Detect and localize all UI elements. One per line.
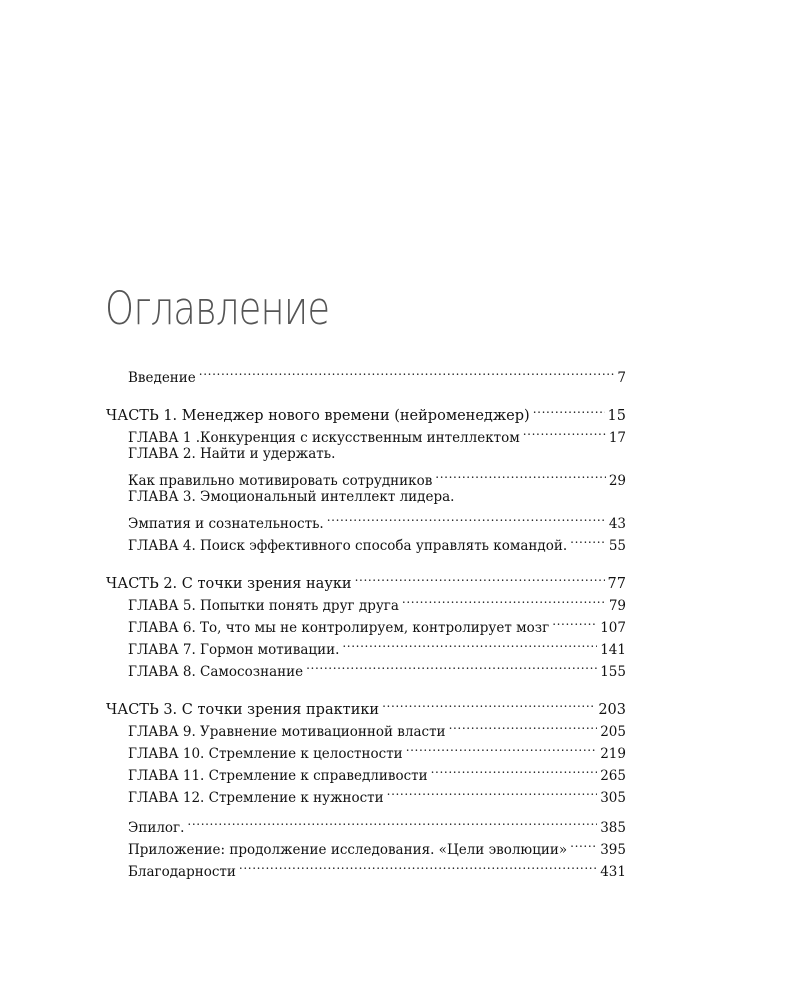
chapter-label: ГЛАВА 4. Поиск эффективного способа управлять командой. <box>128 538 568 554</box>
toc-title: Оглавление <box>105 282 330 335</box>
entry-label: Благодарности <box>128 864 236 880</box>
dot-leader <box>533 398 605 420</box>
part-label: ЧАСТЬ 3. С точки зрения практики <box>106 702 380 718</box>
chapter-page-number: 17 <box>608 430 626 446</box>
dot-leader <box>327 506 606 528</box>
dot-leader <box>406 736 598 758</box>
entry-label: Введение <box>128 370 196 386</box>
chapter-page-number: 29 <box>608 473 626 489</box>
dot-leader <box>342 632 597 654</box>
dot-leader <box>187 810 597 832</box>
dot-leader <box>199 360 615 382</box>
chapter-page-number: 79 <box>608 598 626 614</box>
part-label: ЧАСТЬ 1. Менеджер нового времени (нейроменеджер) <box>106 408 530 424</box>
chapter-label: Эмпатия и сознательность. <box>128 516 324 532</box>
chapter-label: Как правильно мотивировать сотрудников <box>128 473 433 489</box>
toc-entry-intro[interactable] <box>106 360 626 386</box>
dot-leader <box>552 610 597 632</box>
entry-page-number: 395 <box>600 842 626 858</box>
toc-chapter-3[interactable] <box>106 506 626 532</box>
toc-entry-epilogue[interactable] <box>106 810 626 836</box>
chapter-label-line1: ГЛАВА 2. Найти и удержать. <box>128 446 336 462</box>
dot-leader <box>523 420 606 442</box>
chapter-page-number: 107 <box>600 620 626 636</box>
dot-leader <box>431 758 598 780</box>
dot-leader <box>435 463 606 485</box>
part-page-number: 77 <box>607 576 626 592</box>
dot-leader <box>402 588 606 610</box>
dot-leader <box>239 854 597 876</box>
part-page-number: 15 <box>607 408 626 424</box>
chapter-label: ГЛАВА 10. Стремление к целостности <box>128 746 403 762</box>
chapter-label: ГЛАВА 11. Стремление к справедливости <box>128 768 428 784</box>
chapter-label: ГЛАВА 8. Самосознание <box>128 664 304 680</box>
dot-leader <box>355 566 605 588</box>
chapter-label-line1: ГЛАВА 3. Эмоциональный интеллект лидера. <box>128 489 455 505</box>
entry-page-number: 385 <box>600 820 626 836</box>
chapter-page-number: 43 <box>608 516 626 532</box>
toc-part-1[interactable] <box>106 398 626 424</box>
part-label: ЧАСТЬ 2. С точки зрения науки <box>106 576 352 592</box>
chapter-label: ГЛАВА 7. Гормон мотивации. <box>128 642 340 658</box>
dot-leader <box>382 692 595 714</box>
dot-leader <box>570 528 606 550</box>
entry-page-number: 431 <box>600 864 626 880</box>
dot-leader <box>387 780 598 802</box>
chapter-label: ГЛАВА 9. Уравнение мотивационной власти <box>128 724 446 740</box>
chapter-page-number: 155 <box>600 664 626 680</box>
entry-page-number: 7 <box>617 370 626 386</box>
chapter-label: ГЛАВА 1 .Конкуренция с искусственным интеллектом <box>128 430 520 446</box>
chapter-page-number: 219 <box>600 746 626 762</box>
dot-leader <box>449 714 598 736</box>
chapter-page-number: 305 <box>600 790 626 806</box>
chapter-label: ГЛАВА 12. Стремление к нужности <box>128 790 384 806</box>
table-of-contents <box>106 360 626 880</box>
entry-label: Приложение: продолжение исследования. «Цели эволюции» <box>128 842 568 858</box>
chapter-label: ГЛАВА 6. То, что мы не контролируем, контролирует мозг <box>128 620 550 636</box>
toc-chapter-2[interactable] <box>106 463 626 489</box>
entry-label: Эпилог. <box>128 820 185 836</box>
part-page-number: 203 <box>598 702 626 718</box>
toc-chapter-3-line1[interactable] <box>106 489 626 506</box>
chapter-page-number: 265 <box>600 768 626 784</box>
chapter-page-number: 205 <box>600 724 626 740</box>
dot-leader <box>570 832 597 854</box>
dot-leader <box>306 654 597 676</box>
chapter-label: ГЛАВА 5. Попытки понять друг друга <box>128 598 399 614</box>
toc-part-3[interactable] <box>106 692 626 718</box>
chapter-page-number: 141 <box>600 642 626 658</box>
chapter-page-number: 55 <box>608 538 626 554</box>
toc-part-2[interactable] <box>106 566 626 592</box>
